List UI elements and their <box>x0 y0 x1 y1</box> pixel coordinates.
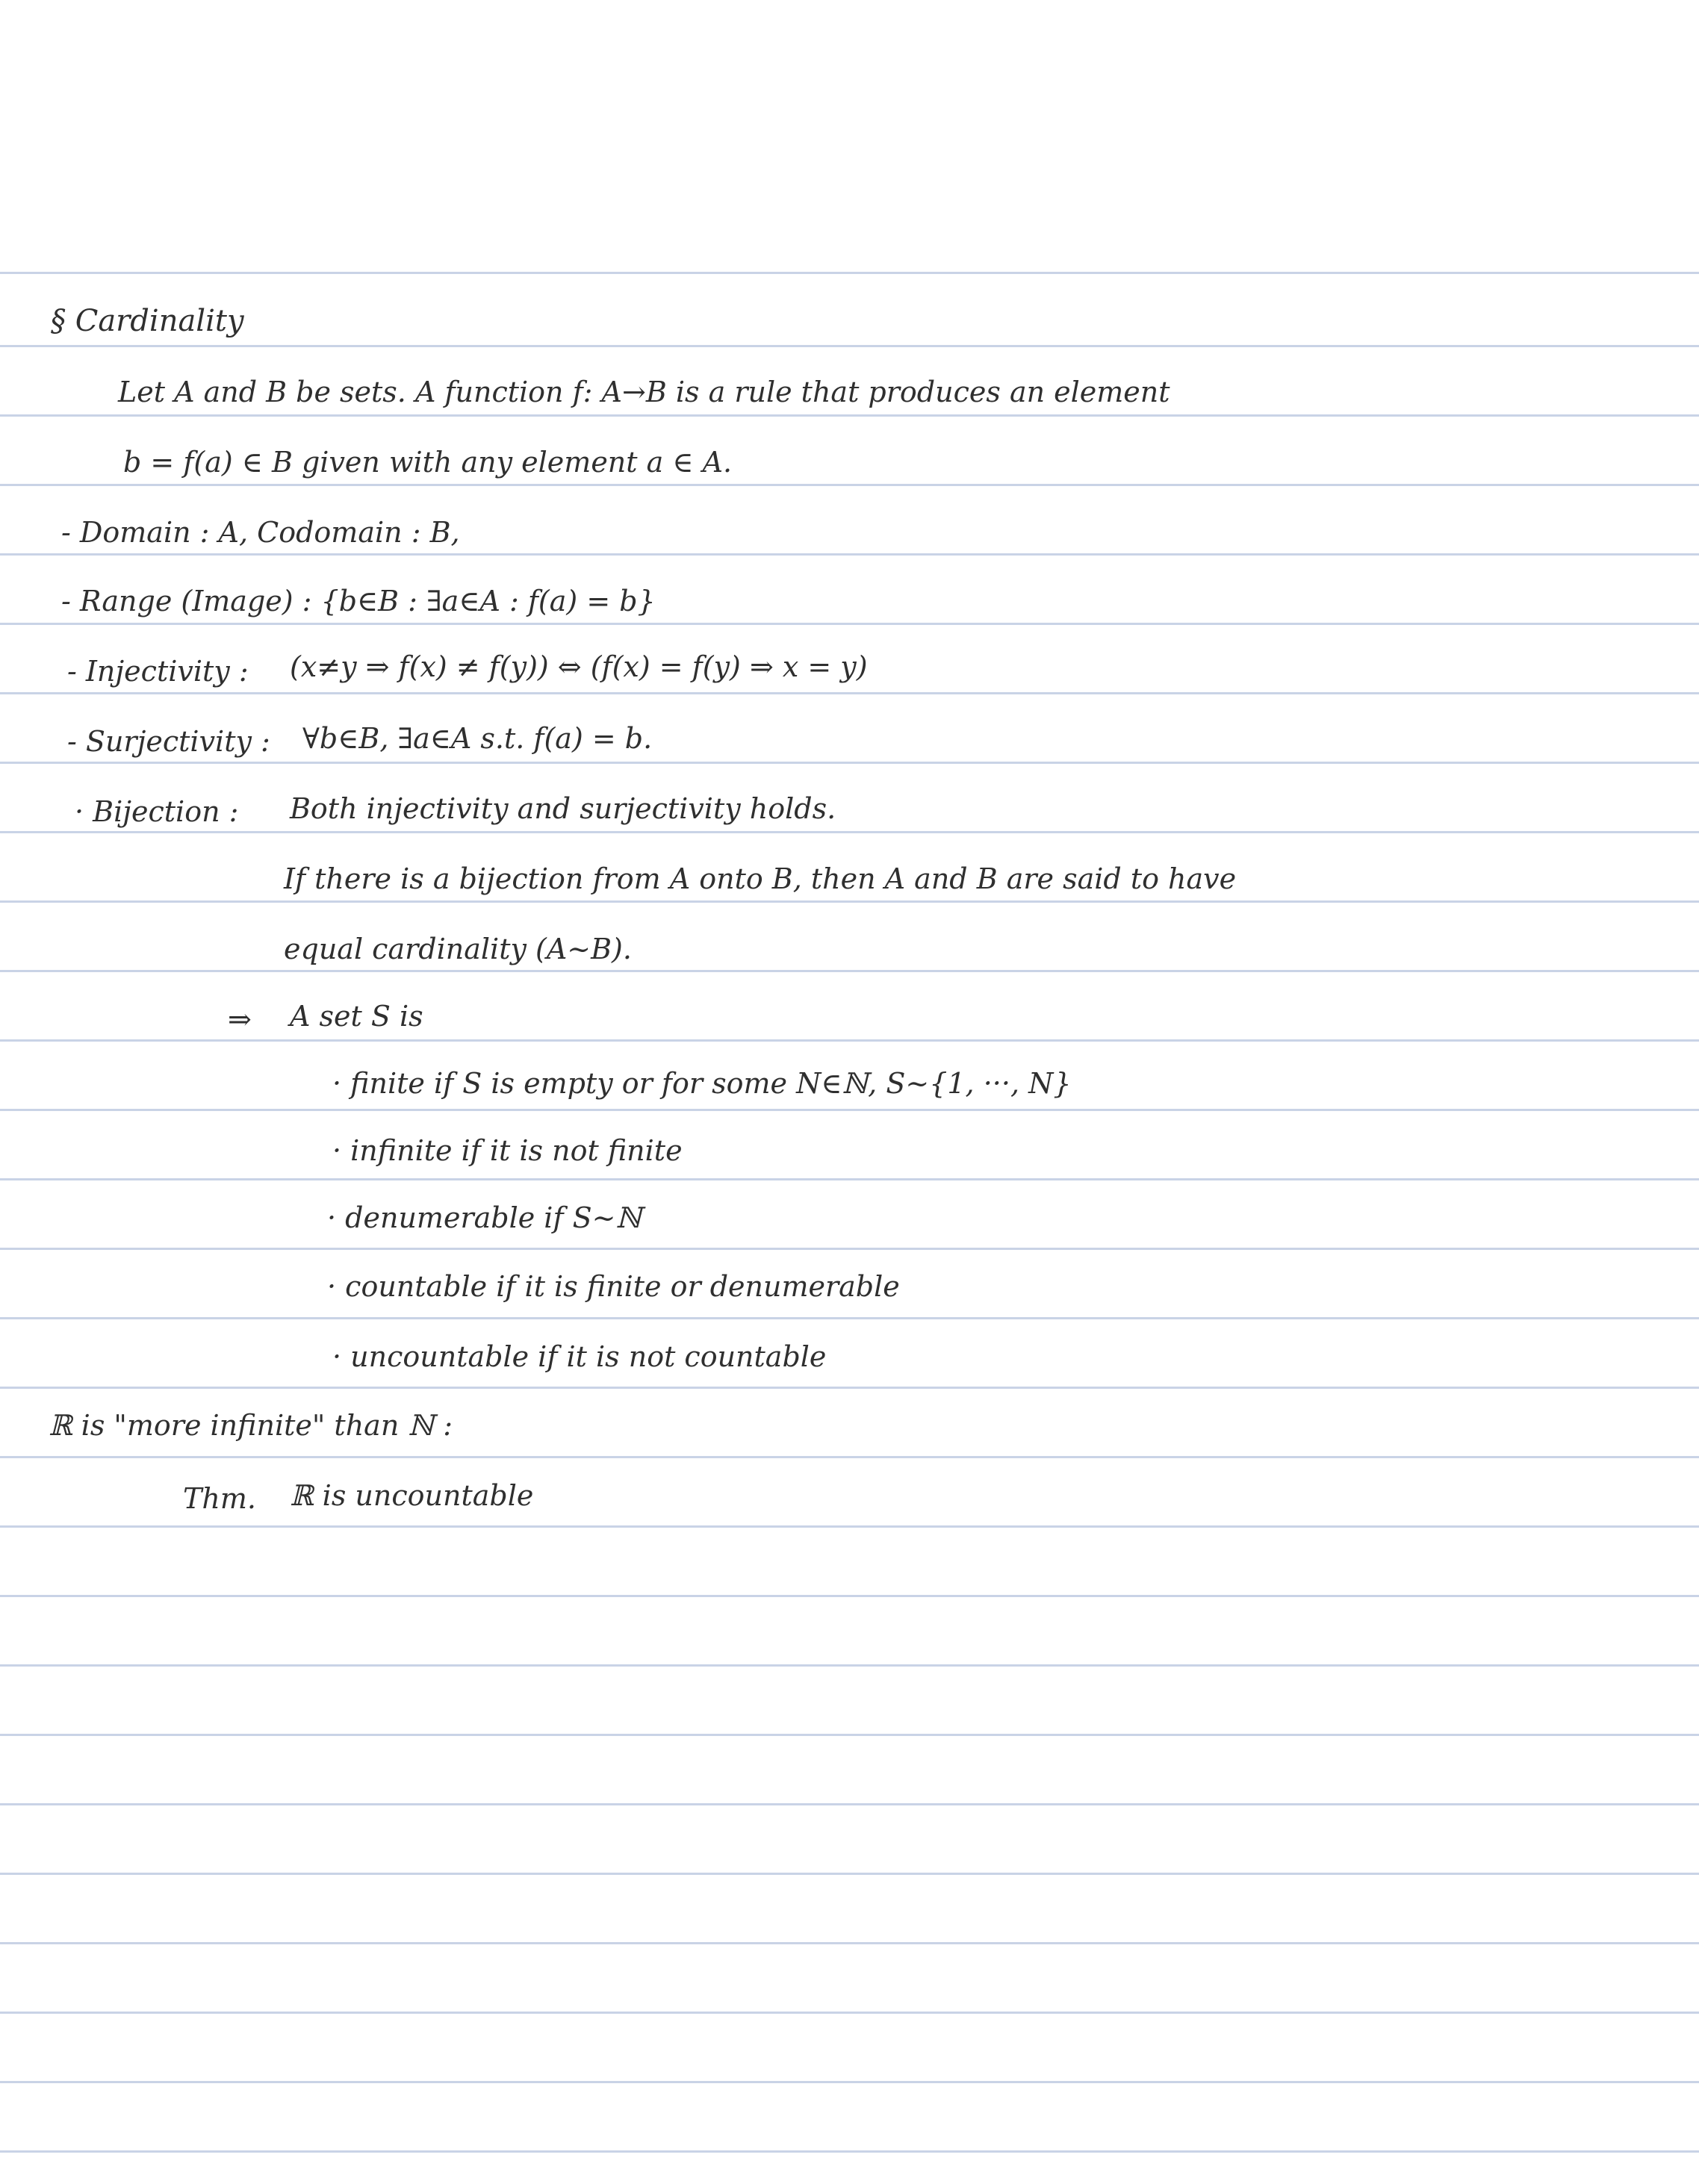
intro-line-2: b = f(a) ∈ B given with any element a ∈ A. <box>123 446 733 479</box>
set-kind-finite: · finite if S is empty or for some N∈ℕ, S~{1, ···, N} <box>332 1067 1072 1100</box>
ruled-line <box>0 692 1699 694</box>
ruled-line <box>0 623 1699 625</box>
theorem-label: Thm. <box>183 1482 256 1515</box>
ruled-line <box>0 2150 1699 2153</box>
bijection-label: · Bijection : <box>75 795 239 828</box>
ruled-line <box>0 1039 1699 1042</box>
ruled-line <box>0 1664 1699 1667</box>
ruled-line <box>0 272 1699 274</box>
injectivity-label: - Injectivity : <box>67 655 249 688</box>
ruled-line <box>0 414 1699 417</box>
ruled-line <box>0 900 1699 903</box>
bijection-definition: Both injectivity and surjectivity holds. <box>290 792 836 825</box>
ruled-line <box>0 1456 1699 1458</box>
ruled-line <box>0 1734 1699 1736</box>
set-kind-countable: · countable if it is finite or denumerable <box>327 1270 900 1303</box>
ruled-line <box>0 1248 1699 1250</box>
range-line: - Range (Image) : {b∈B : ∃a∈A : f(a) = b} <box>61 585 656 617</box>
ruled-line <box>0 553 1699 556</box>
section-heading: § Cardinality <box>51 304 244 338</box>
implies-arrow: ⇒ <box>228 1003 252 1036</box>
set-intro: A set S is <box>290 1000 423 1033</box>
set-kind-denumerable: · denumerable if S~ℕ <box>327 1201 642 1234</box>
set-kind-uncountable: · uncountable if it is not countable <box>332 1340 827 1373</box>
domain-line: - Domain : A, Codomain : B, <box>61 516 460 549</box>
ruled-line <box>0 1317 1699 1319</box>
ruled-line <box>0 1595 1699 1597</box>
ruled-line <box>0 1178 1699 1180</box>
ruled-line <box>0 1942 1699 1944</box>
surjectivity-definition: ∀b∈B, ∃a∈A s.t. f(a) = b. <box>302 722 653 755</box>
ruled-line <box>0 970 1699 972</box>
ruled-line <box>0 1803 1699 1805</box>
ruled-line <box>0 345 1699 347</box>
ruled-line <box>0 1525 1699 1528</box>
theorem-statement: ℝ is uncountable <box>290 1479 534 1512</box>
ruled-line <box>0 831 1699 833</box>
intro-line-1: Let A and B be sets. A function f: A→B is a rule that produces an element <box>118 376 1170 408</box>
ruled-line <box>0 1387 1699 1389</box>
set-kind-infinite: · infinite if it is not finite <box>332 1134 683 1167</box>
more-infinite-line: ℝ is "more infinite" than ℕ : <box>49 1409 453 1442</box>
ruled-line <box>0 2012 1699 2014</box>
ruled-line <box>0 484 1699 486</box>
ruled-line <box>0 1873 1699 1875</box>
bijection-continuation-1: If there is a bijection from A onto B, then A and B are said to have <box>284 862 1237 895</box>
ruled-line <box>0 762 1699 764</box>
ruled-line <box>0 1109 1699 1111</box>
surjectivity-label: - Surjectivity : <box>67 725 270 758</box>
injectivity-definition: (x≠y ⇒ f(x) ≠ f(y)) ⇔ (f(x) = f(y) ⇒ x = y) <box>290 650 868 683</box>
ruled-line <box>0 2081 1699 2083</box>
bijection-continuation-2: equal cardinality (A~B). <box>284 933 632 965</box>
